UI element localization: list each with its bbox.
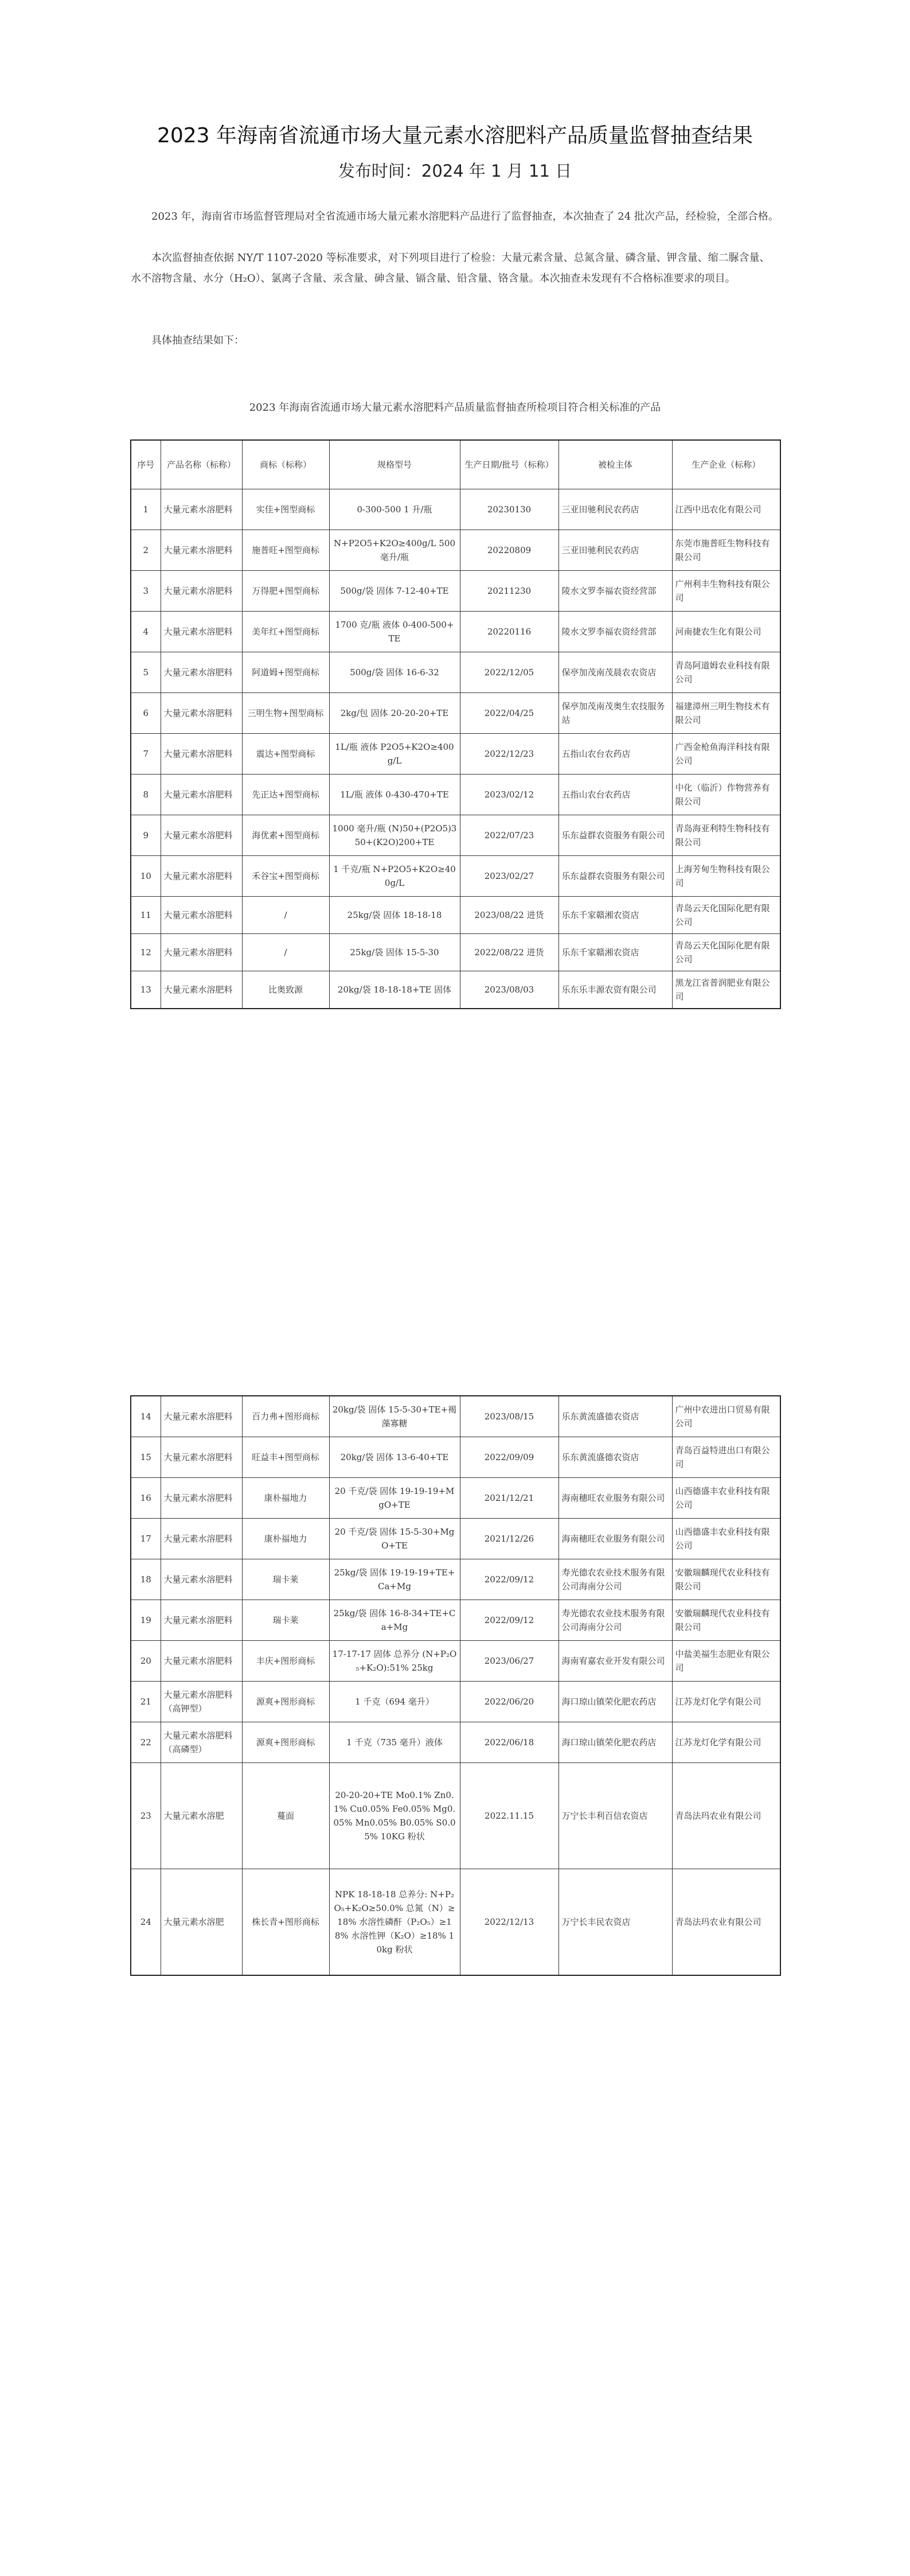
cell-spec: NPK 18-18-18 总养分: N+P₂O₅+K₂O≥50.0% 总氮（N）≥18% 水溶性磷酐（P₂O₅）≥18% 水溶性钾（K₂O）≥18% 10kg 粉状 [329, 1869, 460, 1976]
cell-seq: 2 [131, 530, 161, 571]
cell-product-name: 大量元素水溶肥 [161, 1869, 242, 1976]
cell-brand: 先正达+图型商标 [242, 775, 329, 815]
cell-product-name: 大量元素水溶肥料 [161, 815, 242, 856]
intro-paragraph: 2023 年，海南省市场监督管理局对全省流通市场大量元素水溶肥料产品进行了监督抽查，本次抽查了 24 批次产品，经检验，全部合格。 [151, 211, 779, 223]
cell-manufacturer: 江苏龙灯化学有限公司 [672, 1722, 780, 1763]
table-row [131, 693, 780, 734]
cell-brand: 震达+图型商标 [242, 734, 329, 775]
cell-date: 2021/12/26 [460, 1519, 559, 1559]
cell-inspected-entity: 三亚田驰利民农药店 [559, 530, 672, 571]
cell-manufacturer: 青岛法玛农业有限公司 [672, 1763, 780, 1869]
cell-date: 2022/12/05 [460, 652, 559, 693]
cell-spec: 20kg/袋 固体 13-6-40+TE [329, 1437, 460, 1478]
cell-inspected-entity: 乐东黄流盛德农资店 [559, 1396, 672, 1437]
cell-date: 2022/12/13 [460, 1869, 559, 1976]
cell-product-name: 大量元素水溶肥料 [161, 571, 242, 612]
cell-seq: 7 [131, 734, 161, 775]
cell-brand: 百力弗+图形商标 [242, 1396, 329, 1437]
cell-spec: 2kg/包 固体 20-20-20+TE [329, 693, 460, 734]
cell-product-name: 大量元素水溶肥料 [161, 934, 242, 971]
cell-seq: 13 [131, 971, 161, 1009]
cell-seq: 4 [131, 612, 161, 652]
cell-date: 2022/09/12 [460, 1600, 559, 1641]
cell-product-name: 大量元素水溶肥料 [161, 1437, 242, 1478]
cell-brand: 实佳+图型商标 [242, 489, 329, 530]
table-row [131, 971, 780, 1009]
table-row [131, 652, 780, 693]
cell-brand: 源爽+图形商标 [242, 1722, 329, 1763]
cell-seq: 1 [131, 489, 161, 530]
cell-spec: 500g/袋 固体 7-12-40+TE [329, 571, 460, 612]
cell-product-name: 大量元素水溶肥料 [161, 775, 242, 815]
cell-spec: 20kg/袋 固体 15-5-30+TE+褐藻寡糖 [329, 1396, 460, 1437]
cell-seq: 20 [131, 1641, 161, 1682]
cell-inspected-entity: 海南穗旺农业服务有限公司 [559, 1519, 672, 1559]
cell-product-name: 大量元素水溶肥料 [161, 652, 242, 693]
cell-spec: 1 千克/瓶 N+P2O5+K2O≥400g/L [329, 856, 460, 897]
cell-date: 2022/09/12 [460, 1559, 559, 1600]
table-header-row [131, 440, 780, 489]
table-row [131, 489, 780, 530]
cell-product-name: 大量元素水溶肥料 [161, 734, 242, 775]
cell-inspected-entity: 陵水文罗李福农资经营部 [559, 571, 672, 612]
results-table-page-2 [130, 1395, 781, 1976]
cell-product-name: 大量元素水溶肥料 [161, 1641, 242, 1682]
cell-manufacturer: 青岛法玛农业有限公司 [672, 1869, 780, 1976]
cell-product-name: 大量元素水溶肥料 [161, 1600, 242, 1641]
cell-seq: 9 [131, 815, 161, 856]
cell-date: 2022/07/23 [460, 815, 559, 856]
cell-product-name: 大量元素水溶肥料 [161, 1559, 242, 1600]
header-brand: 商标（标称） [242, 440, 329, 489]
cell-inspected-entity: 万宁长丰利百信农资店 [559, 1763, 672, 1869]
cell-date: 2021/12/21 [460, 1478, 559, 1519]
cell-brand: 旺益丰+图型商标 [242, 1437, 329, 1478]
table-row [131, 1763, 780, 1869]
cell-inspected-entity: 寿光德农农业技术服务有限公司海南分公司 [559, 1559, 672, 1600]
table-row [131, 530, 780, 571]
header-inspected-entity: 被检主体 [559, 440, 672, 489]
table-row [131, 775, 780, 815]
cell-manufacturer: 河南捷农生化有限公司 [672, 612, 780, 652]
cell-seq: 14 [131, 1396, 161, 1437]
table-row [131, 1478, 780, 1519]
cell-brand: 比奥致源 [242, 971, 329, 1009]
cell-seq: 12 [131, 934, 161, 971]
cell-spec: 500g/袋 固体 16-6-32 [329, 652, 460, 693]
table-caption: 2023 年海南省流通市场大量元素水溶肥料产品质量监督抽查所检项目符合相关标准的产品 [249, 402, 661, 414]
cell-seq: 18 [131, 1559, 161, 1600]
table-row [131, 1600, 780, 1641]
cell-manufacturer: 中化（临沂）作物营养有限公司 [672, 775, 780, 815]
cell-product-name: 大量元素水溶肥料 [161, 693, 242, 734]
cell-date: 2022/06/18 [460, 1722, 559, 1763]
header-seq: 序号 [131, 440, 161, 489]
cell-date: 20220809 [460, 530, 559, 571]
cell-product-name: 大量元素水溶肥料 [161, 1519, 242, 1559]
cell-spec: 20-20-20+TE Mo0.1% Zn0.1% Cu0.05% Fe0.05% Mg0.05% Mn0.05% B0.05% S0.05% 10KG 粉状 [329, 1763, 460, 1869]
cell-inspected-entity: 乐东乐丰源农资有限公司 [559, 971, 672, 1009]
results-table-page-1 [130, 439, 781, 1009]
cell-product-name: 大量元素水溶肥料（高磷型） [161, 1722, 242, 1763]
cell-manufacturer: 江西中迅农化有限公司 [672, 489, 780, 530]
cell-inspected-entity: 五指山农台农药店 [559, 775, 672, 815]
cell-manufacturer: 青岛阿道姆农业科技有限公司 [672, 652, 780, 693]
cell-manufacturer: 安徽瑞麟现代农业科技有限公司 [672, 1559, 780, 1600]
table-row [131, 1396, 780, 1437]
cell-seq: 17 [131, 1519, 161, 1559]
table-row [131, 571, 780, 612]
cell-manufacturer: 东莞市施普旺生物科技有限公司 [672, 530, 780, 571]
cell-brand: 禾谷宝+图型商标 [242, 856, 329, 897]
cell-brand: 丰庆+图形商标 [242, 1641, 329, 1682]
cell-spec: N+P2O5+K2O≥400g/L 500毫升/瓶 [329, 530, 460, 571]
cell-manufacturer: 青岛海亚利特生物科技有限公司 [672, 815, 780, 856]
cell-brand: / [242, 934, 329, 971]
cell-brand: 三明生物+图型商标 [242, 693, 329, 734]
cell-seq: 15 [131, 1437, 161, 1478]
cell-date: 2023/08/03 [460, 971, 559, 1009]
cell-seq: 6 [131, 693, 161, 734]
cell-brand: 瑞卡莱 [242, 1600, 329, 1641]
cell-date: 2022/09/09 [460, 1437, 559, 1478]
table-row [131, 897, 780, 934]
cell-inspected-entity: 三亚田驰利民农药店 [559, 489, 672, 530]
cell-seq: 3 [131, 571, 161, 612]
cell-brand: 源爽+图形商标 [242, 1682, 329, 1722]
cell-date: 20220116 [460, 612, 559, 652]
cell-brand: 万得肥+图型商标 [242, 571, 329, 612]
cell-date: 20230130 [460, 489, 559, 530]
table-row [131, 1437, 780, 1478]
table-row [131, 1722, 780, 1763]
table-row [131, 1519, 780, 1559]
cell-date: 20211230 [460, 571, 559, 612]
cell-manufacturer: 安徽瑞麟现代农业科技有限公司 [672, 1600, 780, 1641]
cell-inspected-entity: 海南穗旺农业服务有限公司 [559, 1478, 672, 1519]
header-date: 生产日期/批号（标称） [460, 440, 559, 489]
cell-date: 2023/02/12 [460, 775, 559, 815]
cell-inspected-entity: 陵水文罗李福农资经营部 [559, 612, 672, 652]
cell-product-name: 大量元素水溶肥料 [161, 1396, 242, 1437]
cell-seq: 11 [131, 897, 161, 934]
cell-date: 2022/12/23 [460, 734, 559, 775]
cell-spec: 1000 毫升/瓶 (N)50+(P2O5)350+(K2O)200+TE [329, 815, 460, 856]
header-product-name: 产品名称（标称） [161, 440, 242, 489]
cell-date: 2023/08/15 [460, 1396, 559, 1437]
cell-product-name: 大量元素水溶肥料 [161, 1478, 242, 1519]
cell-inspected-entity: 保亭加茂南茂晨农农资店 [559, 652, 672, 693]
cell-inspected-entity: 乐东黄流盛德农资店 [559, 1437, 672, 1478]
results-lead-paragraph: 具体抽查结果如下： [151, 334, 244, 347]
cell-brand: 康朴福地力 [242, 1519, 329, 1559]
cell-date: 2023/08/22 进货 [460, 897, 559, 934]
cell-manufacturer: 广西金枪鱼海洋科技有限公司 [672, 734, 780, 775]
cell-spec: 0-300-500 1 升/瓶 [329, 489, 460, 530]
cell-manufacturer: 黑龙江省普润肥业有限公司 [672, 971, 780, 1009]
table-row [131, 1869, 780, 1976]
cell-product-name: 大量元素水溶肥料（高钾型） [161, 1682, 242, 1722]
cell-spec: 20kg/袋 18-18-18+TE 固体 [329, 971, 460, 1009]
cell-product-name: 大量元素水溶肥料 [161, 856, 242, 897]
table-row [131, 1682, 780, 1722]
cell-manufacturer: 中盐美福生态肥业有限公司 [672, 1641, 780, 1682]
cell-brand: 瑞卡莱 [242, 1559, 329, 1600]
cell-seq: 5 [131, 652, 161, 693]
cell-seq: 10 [131, 856, 161, 897]
publish-date: 发布时间：2024 年 1 月 11 日 [338, 161, 572, 181]
table-row [131, 934, 780, 971]
cell-product-name: 大量元素水溶肥料 [161, 530, 242, 571]
cell-inspected-entity: 乐东千家赣湘农资店 [559, 897, 672, 934]
cell-date: 2022/06/20 [460, 1682, 559, 1722]
cell-product-name: 大量元素水溶肥料 [161, 489, 242, 530]
cell-spec: 1 千克（694 毫升） [329, 1682, 460, 1722]
cell-manufacturer: 青岛云天化国际化肥有限公司 [672, 934, 780, 971]
cell-seq: 24 [131, 1869, 161, 1976]
cell-inspected-entity: 万宁长丰民农资店 [559, 1869, 672, 1976]
cell-manufacturer: 青岛云天化国际化肥有限公司 [672, 897, 780, 934]
cell-product-name: 大量元素水溶肥料 [161, 897, 242, 934]
cell-brand: / [242, 897, 329, 934]
cell-seq: 22 [131, 1722, 161, 1763]
cell-manufacturer: 青岛百益特进出口有限公司 [672, 1437, 780, 1478]
cell-manufacturer: 山西德盛丰农业科技有限公司 [672, 1478, 780, 1519]
cell-spec: 20 千克/袋 固体 19-19-19+MgO+TE [329, 1478, 460, 1519]
header-manufacturer: 生产企业（标称） [672, 440, 780, 489]
cell-spec: 1L/瓶 液体 0-430-470+TE [329, 775, 460, 815]
header-spec: 规格型号 [329, 440, 460, 489]
cell-inspected-entity: 五指山农台农药店 [559, 734, 672, 775]
table-row [131, 815, 780, 856]
cell-manufacturer: 广州利丰生物科技有限公司 [672, 571, 780, 612]
cell-seq: 19 [131, 1600, 161, 1641]
cell-spec: 25kg/袋 固体 16-8-34+TE+Ca+Mg [329, 1600, 460, 1641]
cell-spec: 25kg/袋 固体 19-19-19+TE+Ca+Mg [329, 1559, 460, 1600]
cell-inspected-entity: 乐东益群农资服务有限公司 [559, 856, 672, 897]
cell-brand: 阿道姆+图型商标 [242, 652, 329, 693]
basis-paragraph: 本次监督抽查依据 NY/T 1107-2020 等标准要求，对下列项目进行了检验：大量元素含量、总氮含量、磷含量、钾含量、缩二脲含量、水不溶物含量、水分（H₂O）、氯离子含量、汞含量、砷含量、镉含量、铅含量、铬含量。本次抽查未发现有不合格标准要求的项目。 [131, 252, 770, 285]
table-row [131, 612, 780, 652]
table-row [131, 1641, 780, 1682]
cell-inspected-entity: 寿光德农农业技术服务有限公司海南分公司 [559, 1600, 672, 1641]
cell-seq: 21 [131, 1682, 161, 1722]
cell-brand: 美年红+图型商标 [242, 612, 329, 652]
cell-brand: 海优素+图型商标 [242, 815, 329, 856]
cell-spec: 1700 克/瓶 液体 0-400-500+TE [329, 612, 460, 652]
cell-manufacturer: 福建漳州三明生物技术有限公司 [672, 693, 780, 734]
cell-date: 2022/08/22 进货 [460, 934, 559, 971]
cell-manufacturer: 江苏龙灯化学有限公司 [672, 1682, 780, 1722]
cell-seq: 16 [131, 1478, 161, 1519]
cell-date: 2022/04/25 [460, 693, 559, 734]
cell-product-name: 大量元素水溶肥 [161, 1763, 242, 1869]
cell-spec: 17-17-17 固体 总养分 (N+P₂O₅+K₂O):51% 25kg [329, 1641, 460, 1682]
table-row [131, 734, 780, 775]
cell-seq: 23 [131, 1763, 161, 1869]
cell-seq: 8 [131, 775, 161, 815]
cell-spec: 25kg/袋 固体 15-5-30 [329, 934, 460, 971]
cell-brand: 康朴福地力 [242, 1478, 329, 1519]
cell-brand: 蔓面 [242, 1763, 329, 1869]
cell-spec: 20 千克/袋 固体 15-5-30+MgO+TE [329, 1519, 460, 1559]
cell-inspected-entity: 海口琼山镇荣化肥农药店 [559, 1722, 672, 1763]
table-row [131, 856, 780, 897]
cell-inspected-entity: 保亭加茂南茂奥生农技服务站 [559, 693, 672, 734]
cell-spec: 1 千克（735 毫升）液体 [329, 1722, 460, 1763]
page-title: 2023 年海南省流通市场大量元素水溶肥料产品质量监督抽查结果 [157, 124, 753, 147]
cell-brand: 施普旺+图型商标 [242, 530, 329, 571]
cell-manufacturer: 山西德盛丰农业科技有限公司 [672, 1519, 780, 1559]
cell-inspected-entity: 海口琼山镇荣化肥农药店 [559, 1682, 672, 1722]
cell-inspected-entity: 乐东益群农资服务有限公司 [559, 815, 672, 856]
cell-spec: 25kg/袋 固体 18-18-18 [329, 897, 460, 934]
cell-product-name: 大量元素水溶肥料 [161, 612, 242, 652]
cell-manufacturer: 上海芳甸生物科技有限公司 [672, 856, 780, 897]
cell-product-name: 大量元素水溶肥料 [161, 971, 242, 1009]
cell-date: 2022.11.15 [460, 1763, 559, 1869]
cell-spec: 1L/瓶 液体 P2O5+K2O≥400g/L [329, 734, 460, 775]
cell-date: 2023/02/27 [460, 856, 559, 897]
cell-inspected-entity: 乐东千家赣湘农资店 [559, 934, 672, 971]
table-row [131, 1559, 780, 1600]
cell-date: 2023/06/27 [460, 1641, 559, 1682]
cell-inspected-entity: 海南宥嘉农业开发有限公司 [559, 1641, 672, 1682]
cell-manufacturer: 广州中农进出口贸易有限公司 [672, 1396, 780, 1437]
cell-brand: 株长青+图形商标 [242, 1869, 329, 1976]
